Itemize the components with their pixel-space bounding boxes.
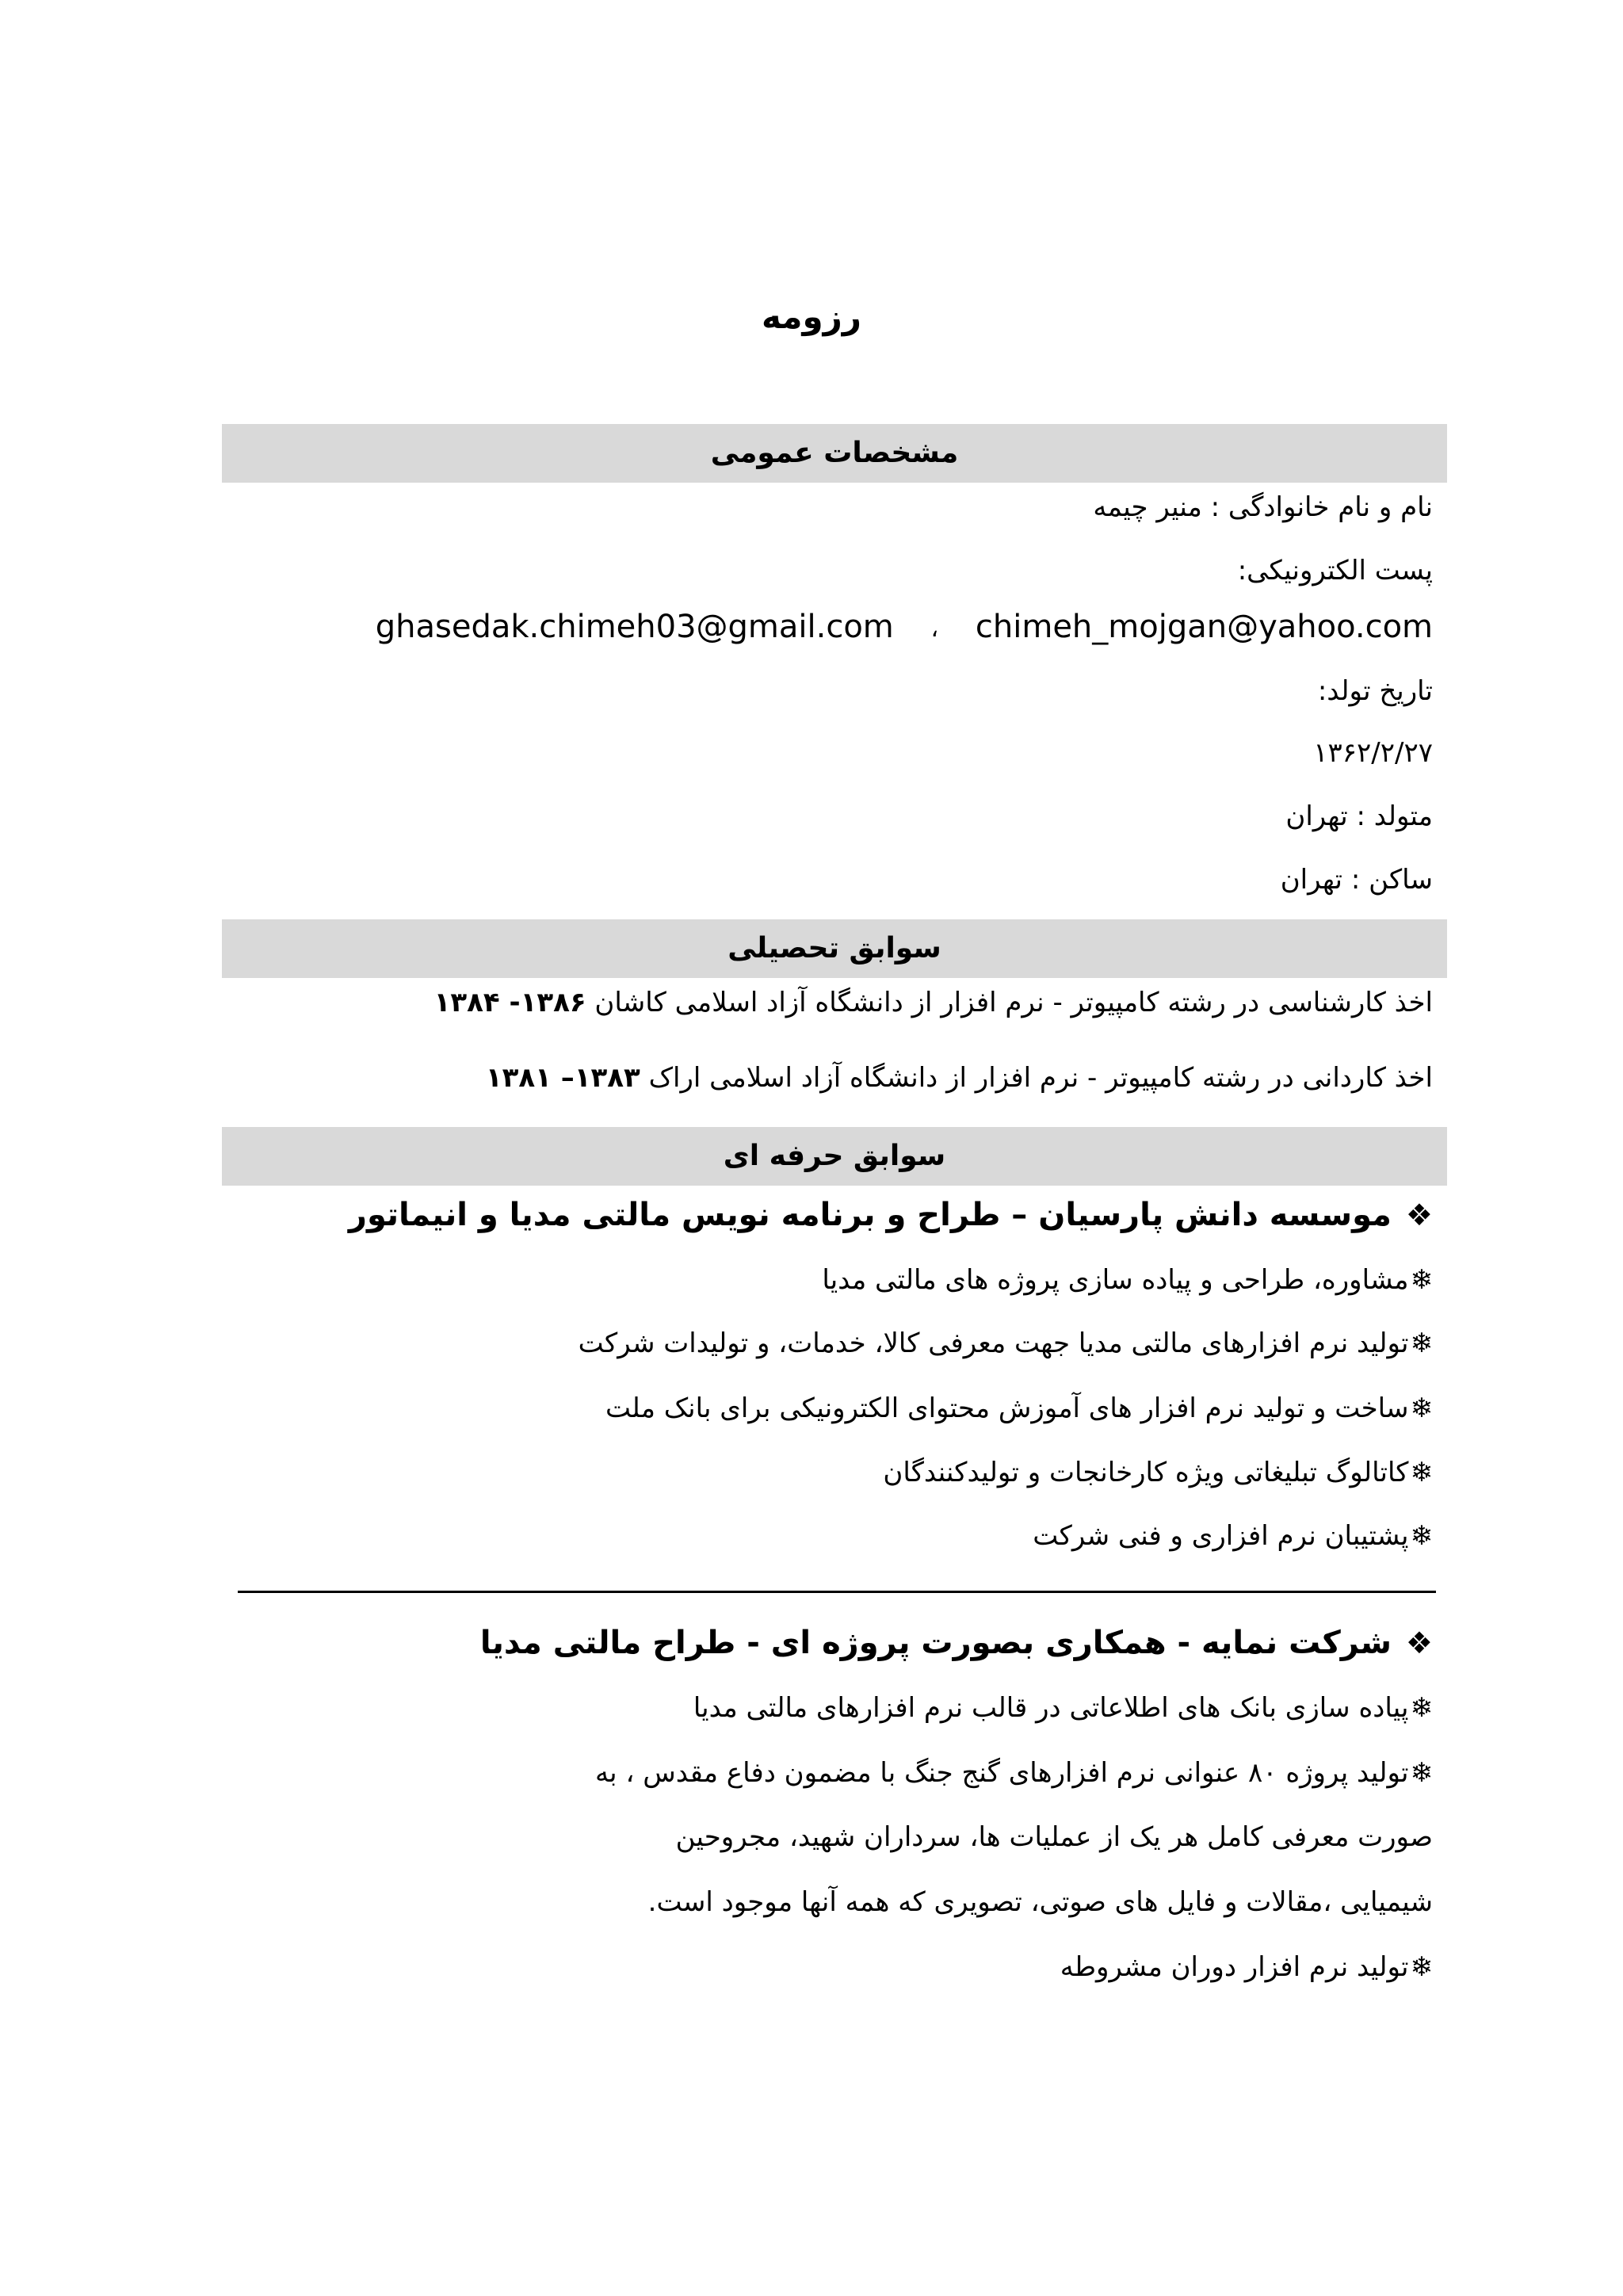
residence: ساکن : تهران	[1280, 864, 1433, 896]
snowflake-bullet-icon: ❄	[1410, 1392, 1433, 1424]
email-separator: ،	[930, 614, 939, 643]
job1-title-text: موسسه دانش پارسیان – طراح و برنامه نویس مالتی مدیا و انیماتور	[348, 1197, 1392, 1233]
email-1[interactable]: chimeh_mojgan@yahoo.com	[975, 609, 1433, 645]
job2-bullet-continuation: شیمیایی ،مقالات و فایل های صوتی، تصویری که همه آنها موجود است.	[647, 1886, 1433, 1918]
job1-bullet-text: کاتالوگ تبلیغاتی ویژه کارخانجات و تولیدکنندگان	[883, 1457, 1409, 1488]
job2-title	[480, 1625, 1433, 1661]
snowflake-bullet-icon: ❄	[1410, 1264, 1433, 1296]
diamond-bullet-icon: ❖	[1405, 1626, 1433, 1660]
job2-bullet	[1060, 1951, 1433, 1983]
email-line	[376, 609, 1433, 645]
birth-date: ۱۳۶۲/۲/۲۷	[1313, 737, 1433, 769]
section-header-education: سوابق تحصیلی	[222, 919, 1447, 978]
snowflake-bullet-icon: ❄	[1410, 1692, 1433, 1724]
email-2[interactable]: ghasedak.chimeh03@gmail.com	[375, 609, 894, 645]
job2-bullet-text: تولید پروژه ۸۰ عنوانی نرم افزارهای گنج جنگ با مضمون دفاع مقدس ، به	[594, 1757, 1409, 1789]
divider	[238, 1591, 1436, 1593]
education-text: اخذ کارشناسی در رشته کامپیوتر - نرم افزار از دانشگاه آزاد اسلامی کاشان	[594, 987, 1433, 1018]
job1-bullet	[822, 1264, 1433, 1296]
education-years: ۱۳۸۶- ۱۳۸۴	[433, 987, 586, 1018]
job2-bullet-text: تولید نرم افزار دوران مشروطه	[1060, 1951, 1409, 1983]
snowflake-bullet-icon: ❄	[1410, 1951, 1433, 1983]
job1-bullet-text: ساخت و تولید نرم افزار های آموزش محتوای الکترونیکی برای بانک ملت	[605, 1392, 1409, 1424]
birthplace: متولد : تهران	[1285, 800, 1433, 832]
snowflake-bullet-icon: ❄	[1410, 1457, 1433, 1488]
job1-bullet	[1033, 1520, 1433, 1552]
job2-bullet	[595, 1757, 1433, 1789]
job1-bullet	[883, 1457, 1433, 1488]
job1-bullet	[579, 1328, 1433, 1359]
job1-bullet-text: پشتیبان نرم افزاری و فنی شرکت	[1033, 1520, 1409, 1552]
section-header-general: مشخصات عمومی	[222, 424, 1447, 483]
snowflake-bullet-icon: ❄	[1410, 1520, 1433, 1552]
job2-bullet-continuation: صورت معرفی کامل هر یک از عملیات ها، سرداران شهید، مجروحین	[675, 1821, 1433, 1853]
job1-bullet-text: مشاوره، طراحی و پیاده سازی پروژه های مالتی مدیا	[822, 1264, 1409, 1296]
page-title: رزومه	[762, 297, 861, 336]
section-header-professional: سوابق حرفه ای	[222, 1127, 1447, 1186]
snowflake-bullet-icon: ❄	[1410, 1328, 1433, 1359]
job2-bullet-text: پیاده سازی بانک های اطلاعاتی در قالب نرم افزارهای مالتی مدیا	[693, 1692, 1409, 1724]
snowflake-bullet-icon: ❄	[1410, 1757, 1433, 1789]
job2-title-text: شرکت نمایه - همکاری بصورت پروژه ای - طراح مالتی مدیا	[479, 1625, 1392, 1661]
name-line: نام و نام خانوادگی : منیر چیمه	[1093, 491, 1433, 523]
diamond-bullet-icon: ❖	[1405, 1198, 1433, 1232]
education-item-associate	[486, 1062, 1433, 1094]
job2-bullet	[693, 1692, 1433, 1724]
job1-bullet	[605, 1392, 1433, 1424]
birth-label: تاریخ تولد:	[1317, 675, 1433, 707]
email-label: پست الکترونیکی:	[1237, 555, 1433, 586]
education-years: ۱۳۸۳– ۱۳۸۱	[485, 1062, 640, 1094]
education-item-bachelor	[434, 987, 1433, 1018]
job1-title	[349, 1197, 1433, 1233]
job1-bullet-text: تولید نرم افزارهای مالتی مدیا جهت معرفی کالا، خدمات، و تولیدات شرکت	[578, 1328, 1409, 1359]
education-text: اخذ کاردانی در رشته کامپیوتر - نرم افزار از دانشگاه آزاد اسلامی اراک	[648, 1062, 1433, 1094]
